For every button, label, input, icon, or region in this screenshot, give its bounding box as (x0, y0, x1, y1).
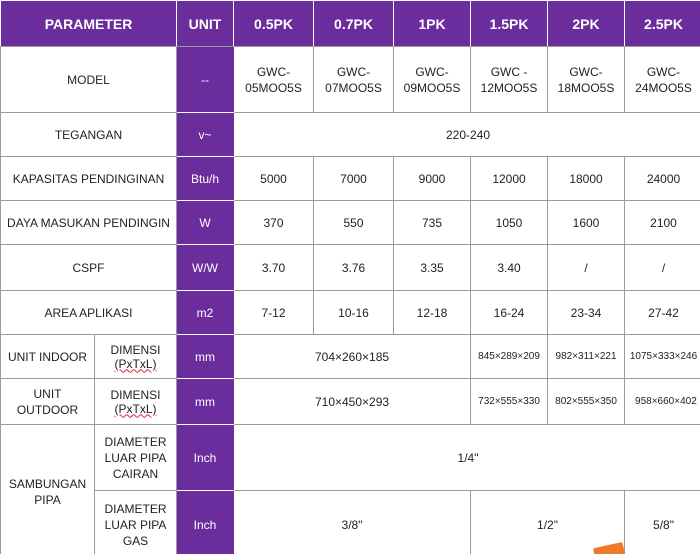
indoor-dim: 845×289×209 (471, 335, 548, 379)
sub-label (95, 335, 177, 379)
kapasitas-value: 18000 (548, 157, 625, 201)
kapasitas-value: 12000 (471, 157, 548, 201)
sub-label: DIAMETER LUAR PIPA CAIRAN (95, 425, 177, 491)
tegangan-value: 220-240 (234, 113, 700, 157)
daya-value: 550 (314, 201, 394, 245)
header-col: 1PK (394, 1, 471, 47)
sub-label: DIAMETER LUAR PIPA GAS (95, 491, 177, 554)
indoor-dim-merged: 704×260×185 (234, 335, 471, 379)
row-label: KAPASITAS PENDINGINAN (1, 157, 177, 201)
area-value: 10-16 (314, 291, 394, 335)
model-value: GWC- 09MOO5S (394, 47, 471, 113)
cspf-value: 3.70 (234, 245, 314, 291)
table-row (1, 335, 700, 379)
table-row (1, 113, 700, 157)
daya-value: 1600 (548, 201, 625, 245)
outdoor-dim: 732×555×330 (471, 379, 548, 425)
header-col: 0.5PK (234, 1, 314, 47)
header-col: 2.5PK (625, 1, 700, 47)
cspf-value: / (548, 245, 625, 291)
row-label: TEGANGAN (1, 113, 177, 157)
header-parameter: PARAMETER (1, 1, 177, 47)
model-value: GWC- 07MOO5S (314, 47, 394, 113)
area-value: 23-34 (548, 291, 625, 335)
table-row (1, 379, 700, 425)
unit-cell: Btu/h (177, 157, 234, 201)
sub-label (95, 379, 177, 425)
model-value: GWC- 18MOO5S (548, 47, 625, 113)
model-value: GWC- 05MOO5S (234, 47, 314, 113)
group-label: SAMBUNGAN PIPA (1, 425, 95, 554)
indoor-dim: 982×311×221 (548, 335, 625, 379)
cspf-value: 3.76 (314, 245, 394, 291)
table-row (1, 491, 700, 554)
gas-value: 3/8" (234, 491, 471, 554)
area-value: 7-12 (234, 291, 314, 335)
outdoor-dim: 802×555×350 (548, 379, 625, 425)
header-col: 1.5PK (471, 1, 548, 47)
row-label: DAYA MASUKAN PENDINGIN (1, 201, 177, 245)
outdoor-dim-merged: 710×450×293 (234, 379, 471, 425)
header-col: 2PK (548, 1, 625, 47)
daya-value: 735 (394, 201, 471, 245)
gas-value: 5/8" (625, 491, 700, 554)
unit-cell: Inch (177, 491, 234, 554)
row-label: MODEL (1, 47, 177, 113)
table-row (1, 47, 700, 113)
area-value: 12-18 (394, 291, 471, 335)
gas-value: 1/2" (471, 491, 625, 554)
kapasitas-value: 5000 (234, 157, 314, 201)
cspf-value: 3.40 (471, 245, 548, 291)
sub-label-line: (PxTxL) (114, 401, 157, 416)
row-label: AREA APLIKASI (1, 291, 177, 335)
table-row (1, 245, 700, 291)
outdoor-dim: 958×660×402 (625, 379, 700, 425)
daya-value: 2100 (625, 201, 700, 245)
unit-cell: v~ (177, 113, 234, 157)
cspf-value: 3.35 (394, 245, 471, 291)
area-value: 27-42 (625, 291, 700, 335)
unit-cell: W/W (177, 245, 234, 291)
unit-cell: m2 (177, 291, 234, 335)
kapasitas-value: 9000 (394, 157, 471, 201)
daya-value: 1050 (471, 201, 548, 245)
unit-cell: W (177, 201, 234, 245)
area-value: 16-24 (471, 291, 548, 335)
model-value: GWC- 24MOO5S (625, 47, 700, 113)
unit-cell: mm (177, 335, 234, 379)
header-row (1, 1, 700, 47)
kapasitas-value: 7000 (314, 157, 394, 201)
header-col: 0.7PK (314, 1, 394, 47)
daya-value: 370 (234, 201, 314, 245)
table-row (1, 201, 700, 245)
group-label: UNIT INDOOR (1, 335, 95, 379)
header-unit: UNIT (177, 1, 234, 47)
sub-label-line: (PxTxL) (114, 356, 157, 371)
row-label: CSPF (1, 245, 177, 291)
table-row (1, 157, 700, 201)
unit-cell: mm (177, 379, 234, 425)
unit-cell: -- (177, 47, 234, 113)
cspf-value: / (625, 245, 700, 291)
unit-cell: Inch (177, 425, 234, 491)
group-label: UNIT OUTDOOR (1, 379, 95, 425)
cairan-value: 1/4" (234, 425, 700, 491)
model-value: GWC - 12MOO5S (471, 47, 548, 113)
table-row (1, 425, 700, 491)
table-row (1, 291, 700, 335)
sub-label-line: DIMENSI (110, 342, 161, 357)
sub-label-line: DIMENSI (110, 387, 161, 402)
indoor-dim: 1075×333×246 (625, 335, 700, 379)
kapasitas-value: 24000 (625, 157, 700, 201)
